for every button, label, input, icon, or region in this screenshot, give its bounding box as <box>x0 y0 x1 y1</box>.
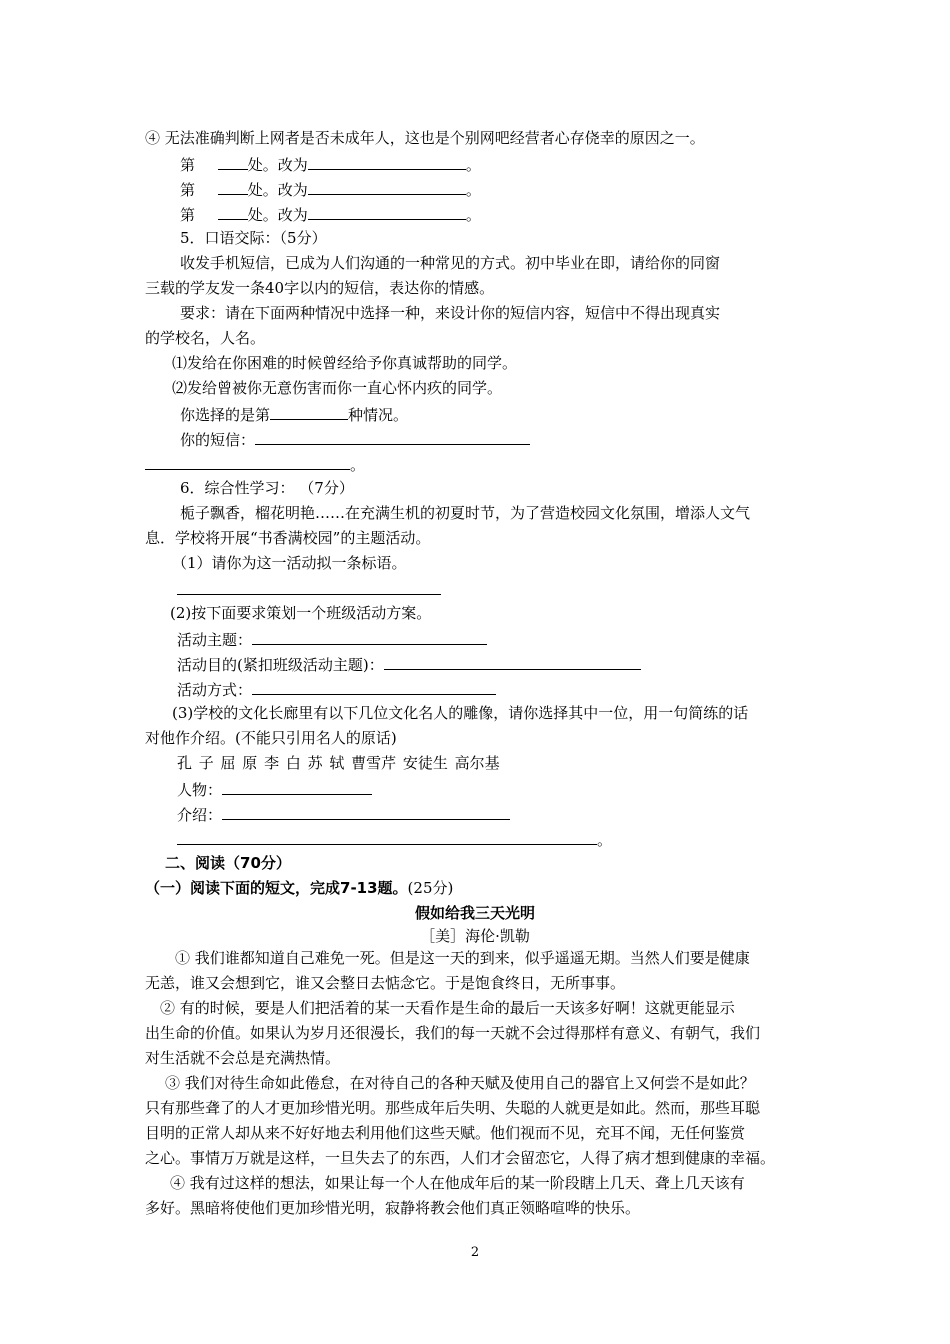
intro-label: 介绍： <box>177 806 223 824</box>
intro-blank-2[interactable] <box>177 828 597 845</box>
purpose-line <box>177 653 641 675</box>
purpose-label: 活动目的(紧扣班级活动主题)： <box>177 656 384 674</box>
section-2-sub-label: （一）阅读下面的短文，完成7-13题。 <box>145 879 408 897</box>
choice-label: 你选择的是第 <box>180 406 271 424</box>
section-2-sub <box>145 878 453 898</box>
blank-location[interactable] <box>218 178 248 195</box>
correction-line-1 <box>180 153 481 175</box>
q5-paragraph-2a: 要求：请在下面两种情况中选择一种，来设计你的短信内容，短信中不得出现真实 <box>180 304 721 322</box>
correction-end: 。 <box>465 206 481 224</box>
q5-option-2: ⑵发给曾被你无意伤害而你一直心怀内疚的同学。 <box>172 379 503 397</box>
q5-sms-line <box>180 428 530 450</box>
correction-line-2 <box>180 178 481 200</box>
correction-di: 第 <box>180 156 196 174</box>
q5-sms-line-2 <box>145 453 365 475</box>
sms-blank-2[interactable] <box>145 453 350 470</box>
theme-line <box>177 628 487 650</box>
person-blank[interactable] <box>222 778 372 795</box>
q5-paragraph-1b: 三载的学友发一条40字以内的短信，表达你的情感。 <box>145 279 495 297</box>
q5-title: 5．口语交际：（5分） <box>180 229 327 247</box>
correction-line-3 <box>180 203 481 225</box>
blank-correction[interactable] <box>308 203 466 220</box>
correction-chu: 处。改为 <box>247 181 308 199</box>
theme-blank[interactable] <box>252 628 487 645</box>
intro-blank[interactable] <box>222 803 510 820</box>
intro-end: 。 <box>597 831 613 849</box>
method-line <box>177 678 496 700</box>
correction-di: 第 <box>180 181 196 199</box>
q6-paragraph-1b: 息．学校将开展“书香满校园”的主题活动。 <box>145 529 431 547</box>
article-line: 目明的正常人却从来不好好地去利用他们这些天赋。他们视而不见，充耳不闻，无任何鉴赏 <box>145 1124 746 1142</box>
article-line: 只有那些聋了的人才更加珍惜光明。那些成年后失明、失聪的人就更是如此。然而，那些耳聪 <box>145 1099 761 1117</box>
article-line: ③ 我们对待生命如此倦怠，在对待自己的各种天赋及使用自己的器官上又何尝不是如此？ <box>165 1074 755 1092</box>
article-line: ② 有的时候，要是人们把活着的某一天看作是生命的最后一天该多好啊！这就更能显示 <box>160 999 735 1017</box>
correction-end: 。 <box>465 181 481 199</box>
correction-chu: 处。改为 <box>247 156 308 174</box>
article-line: ④ 我有过这样的想法，如果让每一个人在他成年后的某一阶段瞎上几天、聋上几天该有 <box>170 1174 745 1192</box>
article-line: ① 我们谁都知道自己难免一死。但是这一天的到来，似乎遥遥无期。当然人们要是健康 <box>175 949 750 967</box>
sms-label: 你的短信： <box>180 431 256 449</box>
article-author: ［美］海伦·凯勒 <box>420 927 530 945</box>
intro-line <box>177 803 510 825</box>
method-blank[interactable] <box>252 678 496 695</box>
person-label: 人物： <box>177 781 223 799</box>
sms-blank[interactable] <box>255 428 530 445</box>
sms-end: 。 <box>350 456 366 474</box>
q6-title: 6．综合性学习： （7分） <box>180 479 354 497</box>
article-line: 出生命的价值。如果认为岁月还很漫长，我们的每一天就不会过得那样有意义、有朝气，我们 <box>145 1024 761 1042</box>
q6-paragraph-1a: 栀子飘香，榴花明艳……在充满生机的初夏时节，为了营造校园文化氛围，增添人文气 <box>180 504 751 522</box>
article-title: 假如给我三天光明 <box>414 904 535 922</box>
slogan-blank[interactable] <box>177 578 441 595</box>
correction-chu: 处。改为 <box>247 206 308 224</box>
q5-paragraph-1a: 收发手机短信，已成为人们沟通的一种常见的方式。初中毕业在即，请给你的同窗 <box>180 254 721 272</box>
q5-choice-line <box>180 403 408 425</box>
purpose-blank[interactable] <box>384 653 641 670</box>
person-line <box>177 778 372 800</box>
correction-end: 。 <box>465 156 481 174</box>
choice-blank[interactable] <box>270 403 348 420</box>
blank-location[interactable] <box>218 203 248 220</box>
q6-sub-3b: 对他作介绍。(不能只引用名人的原话) <box>145 729 397 747</box>
blank-correction[interactable] <box>308 153 466 170</box>
correction-di: 第 <box>180 206 196 224</box>
blank-correction[interactable] <box>308 178 466 195</box>
method-label: 活动方式： <box>177 681 253 699</box>
q6-sub-1: （1）请你为这一活动拟一条标语。 <box>172 554 407 572</box>
q5-option-1: ⑴发给在你困难的时候曾经给予你真诚帮助的同学。 <box>172 354 518 372</box>
choice-suffix: 种情况。 <box>348 406 409 424</box>
article-line: 多好。黑暗将使他们更加珍惜光明，寂静将教会他们真正领略喧哗的快乐。 <box>145 1199 641 1217</box>
name-list: 孔 子 屈 原 李 白 苏 轼 曹雪芹 安徒生 高尔基 <box>177 754 500 772</box>
theme-label: 活动主题： <box>177 631 253 649</box>
q4-item-4: ④ 无法准确判断上网者是否未成年人，这也是个别网吧经营者心存侥幸的原因之一。 <box>145 129 705 147</box>
article-line: 对生活就不会总是充满热情。 <box>145 1049 341 1067</box>
q6-sub-3a: (3)学校的文化长廊里有以下几位文化名人的雕像，请你选择其中一位，用一句简练的话 <box>172 704 749 722</box>
blank-location[interactable] <box>218 153 248 170</box>
slogan-line <box>177 578 441 600</box>
q5-paragraph-2b: 的学校名，人名。 <box>145 329 266 347</box>
section-2-sub-score: (25分) <box>407 879 454 897</box>
intro-line-2 <box>177 828 612 850</box>
q6-sub-2: (2)按下面要求策划一个班级活动方案。 <box>170 604 432 622</box>
section-2-title: 二、阅读（70分） <box>165 854 291 872</box>
article-line: 无恙，谁又会想到它，谁又会整日去惦念它。于是饱食终日，无所事事。 <box>145 974 626 992</box>
page-number: 2 <box>470 1245 480 1260</box>
article-line: 之心。事情万万就是这样，一旦失去了的东西，人们才会留恋它，人得了病才想到健康的幸福。 <box>145 1149 776 1167</box>
